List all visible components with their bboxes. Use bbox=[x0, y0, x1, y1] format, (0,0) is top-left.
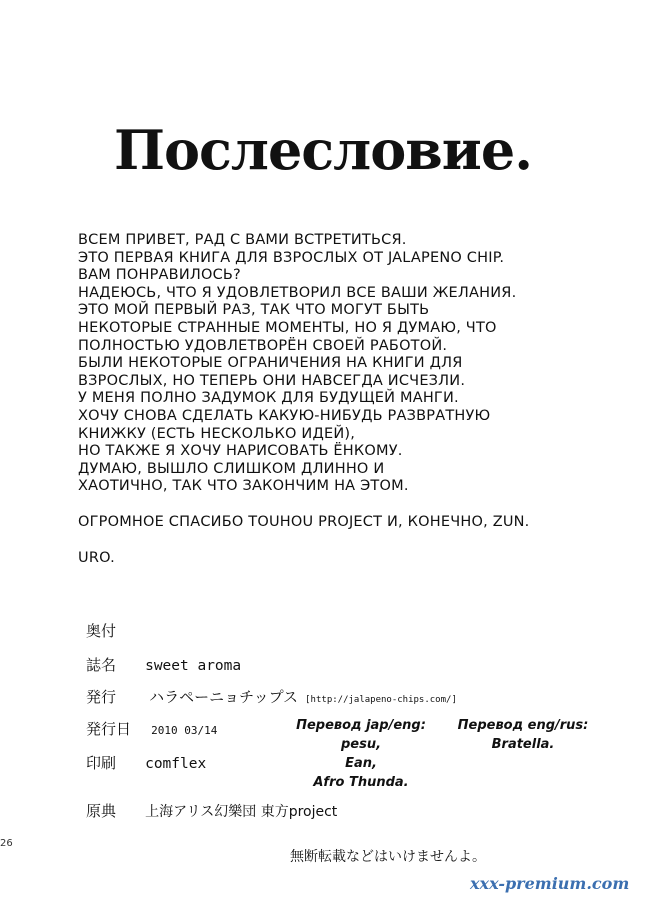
body-line: У МЕНЯ ПОЛНО ЗАДУМОК ДЛЯ БУДУЩЕЙ МАНГИ. bbox=[78, 390, 459, 407]
colophon-date-value: 2010 03/14 bbox=[151, 724, 218, 737]
colophon-source-key: 原典 bbox=[86, 802, 117, 820]
colophon-print-value: comflex bbox=[145, 756, 207, 772]
colophon-date-row bbox=[86, 718, 217, 739]
translator-name: Ean, bbox=[345, 756, 377, 771]
body-line: ХОЧУ СНОВА СДЕЛАТЬ КАКУЮ-НИБУДЬ РАЗВРАТНУЮ bbox=[78, 407, 491, 424]
reprint-notice: 無断転載などはいけませんよ。 bbox=[290, 849, 486, 865]
colophon-publisher-value: ハラペーニョチップス bbox=[149, 688, 299, 706]
page-number: 26 bbox=[0, 838, 13, 849]
body-line: НЕКОТОРЫЕ СТРАННЫЕ МОМЕНТЫ, НО Я ДУМАЮ, ЧТО bbox=[78, 319, 497, 336]
afterword-body bbox=[78, 232, 638, 567]
colophon-title-value: sweet aroma bbox=[145, 658, 242, 674]
translator-heading: Перевод eng/rus: bbox=[457, 718, 589, 733]
translator-name: pesu, bbox=[340, 737, 382, 752]
translator-jap-eng bbox=[286, 716, 436, 792]
body-line: НАДЕЮСЬ, ЧТО Я УДОВЛЕТВОРИЛ ВСЕ ВАШИ ЖЕЛАНИЯ. bbox=[78, 284, 517, 301]
colophon-header-row bbox=[86, 620, 116, 641]
body-line: ВЗРОСЛЫХ, НО ТЕПЕРЬ ОНИ НАВСЕГДА ИСЧЕЗЛИ. bbox=[78, 372, 466, 389]
colophon-print-key: 印刷 bbox=[86, 754, 117, 772]
site-watermark: xxx-premium.com bbox=[470, 874, 630, 893]
paragraph-gap bbox=[78, 532, 638, 550]
body-line: КНИЖКУ (ЕСТЬ НЕСКОЛЬКО ИДЕЙ), bbox=[78, 425, 356, 442]
colophon-publisher-url: [http://jalapeno-chips.com/] bbox=[305, 695, 457, 705]
translator-heading: Перевод jap/eng: bbox=[296, 718, 426, 733]
translator-eng-rus bbox=[448, 716, 598, 754]
body-line: НО ТАКЖЕ Я ХОЧУ НАРИСОВАТЬ ЁНКОМУ. bbox=[78, 443, 403, 460]
body-line: ЭТО ПЕРВАЯ КНИГА ДЛЯ ВЗРОСЛЫХ ОТ JALAPENO CHIP. bbox=[78, 249, 505, 266]
colophon-title-key: 誌名 bbox=[86, 656, 117, 674]
body-line: ЭТО МОЙ ПЕРВЫЙ РАЗ, ТАК ЧТО МОГУТ БЫТЬ bbox=[78, 302, 430, 319]
colophon-publisher-key: 発行 bbox=[86, 688, 117, 706]
colophon-source-row bbox=[86, 800, 337, 821]
colophon-source-value: 上海アリス幻樂団 東方project bbox=[145, 804, 338, 820]
translator-name: Afro Thunda. bbox=[313, 775, 409, 790]
thanks-line: ОГРОМНОЕ СПАСИБО TOUHOU PROJECT И, КОНЕЧНО, ZUN. bbox=[78, 513, 530, 530]
body-line: БЫЛИ НЕКОТОРЫЕ ОГРАНИЧЕНИЯ НА КНИГИ ДЛЯ bbox=[78, 355, 463, 372]
body-line: ВАМ ПОНРАВИЛОСЬ? bbox=[78, 267, 241, 284]
colophon-date-key: 発行日 bbox=[86, 720, 132, 738]
colophon-title-row bbox=[86, 654, 241, 675]
body-line: ДУМАЮ, ВЫШЛО СЛИШКОМ ДЛИННО И bbox=[78, 460, 385, 477]
colophon-print-row bbox=[86, 752, 206, 773]
afterword-title: Послесловие. bbox=[113, 118, 533, 182]
colophon-publisher-row bbox=[86, 686, 457, 707]
colophon-header: 奥付 bbox=[86, 622, 117, 640]
body-line: ПОЛНОСТЬЮ УДОВЛЕТВОРЁН СВОЕЙ РАБОТОЙ. bbox=[78, 337, 448, 354]
translator-name: Bratella. bbox=[491, 737, 555, 752]
paragraph-gap bbox=[78, 496, 638, 514]
signature: URO. bbox=[78, 549, 115, 566]
body-line: ХАОТИЧНО, ТАК ЧТО ЗАКОНЧИМ НА ЭТОМ. bbox=[78, 478, 409, 495]
body-line: ВСЕМ ПРИВЕТ, РАД С ВАМИ ВСТРЕТИТЬСЯ. bbox=[78, 232, 407, 248]
